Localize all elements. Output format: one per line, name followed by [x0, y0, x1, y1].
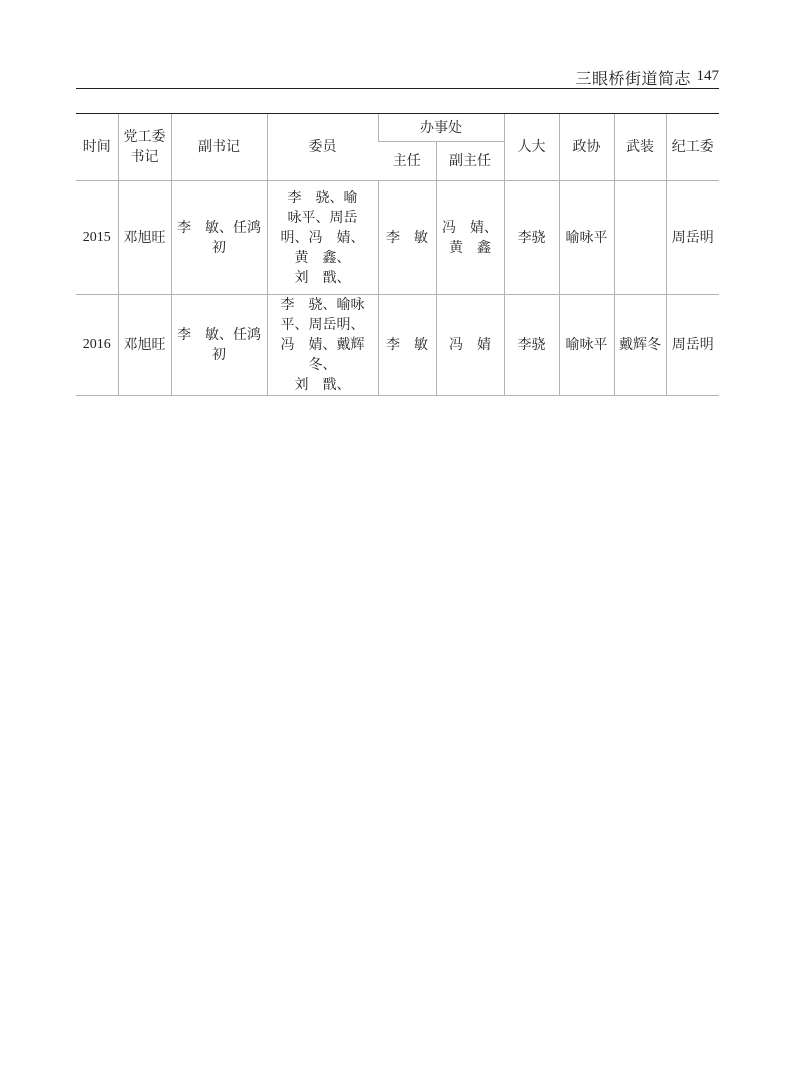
header-office: 办事处 [378, 114, 504, 142]
deputy-secretary-cell: 李 敏、任鸿 初 [171, 181, 267, 295]
header-deputy-secretary: 副书记 [171, 114, 267, 181]
npc-cell: 李骁 [504, 181, 559, 295]
year-cell: 2016 [76, 295, 118, 396]
header-cppcc: 政协 [559, 114, 614, 181]
year-cell: 2015 [76, 181, 118, 295]
header-deputy-director: 副主任 [436, 142, 504, 181]
header-members: 委员 [267, 114, 378, 181]
header-discipline: 纪工委 [666, 114, 719, 181]
party-secretary-cell: 邓旭旺 [118, 295, 171, 396]
discipline-cell: 周岳明 [666, 295, 719, 396]
director-cell: 李 敏 [378, 181, 436, 295]
deputy-director-cell: 冯 婧、 黄 鑫 [436, 181, 504, 295]
members-cell: 李 骁、喻 咏平、周岳 明、冯 婧、 黄 鑫、 刘 戬、 [267, 181, 378, 295]
cppcc-cell: 喻咏平 [559, 181, 614, 295]
armed-forces-cell [614, 181, 666, 295]
header-armed-forces: 武装 [614, 114, 666, 181]
deputy-director-cell: 冯 婧 [436, 295, 504, 396]
party-secretary-cell: 邓旭旺 [118, 181, 171, 295]
book-title: 三眼桥街道简志 [575, 69, 691, 88]
npc-cell: 李骁 [504, 295, 559, 396]
leadership-roster-table [76, 113, 719, 396]
discipline-cell: 周岳明 [666, 181, 719, 295]
header-party-secretary: 党工委 书记 [118, 114, 171, 181]
page-number: 147 [696, 68, 719, 84]
deputy-secretary-cell: 李 敏、任鸿 初 [171, 295, 267, 396]
header-npc: 人大 [504, 114, 559, 181]
header-director: 主任 [378, 142, 436, 181]
armed-forces-cell: 戴辉冬 [614, 295, 666, 396]
director-cell: 李 敏 [378, 295, 436, 396]
members-cell: 李 骁、喻咏 平、周岳明、 冯 婧、戴辉冬、 刘 戬、 [267, 295, 378, 396]
table-row [76, 295, 719, 396]
header-time: 时间 [76, 114, 118, 181]
running-head [76, 62, 719, 89]
cppcc-cell: 喻咏平 [559, 295, 614, 396]
table-row [76, 181, 719, 295]
